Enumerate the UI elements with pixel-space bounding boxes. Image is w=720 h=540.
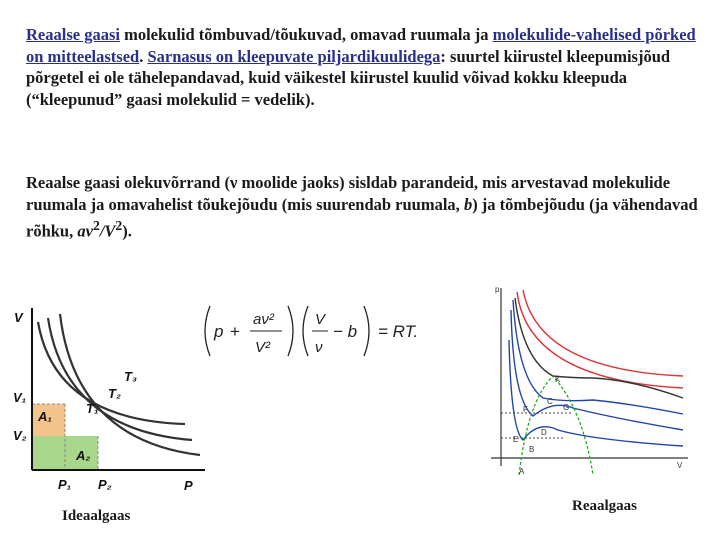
label-v1: V₁ — [13, 390, 27, 405]
label-k: K — [555, 375, 561, 384]
label-b: B — [529, 445, 535, 454]
ideal-gas-diagram — [10, 300, 210, 500]
label-p2: P₂ — [98, 477, 112, 492]
binodal-curve — [519, 376, 593, 475]
caption-ideal-gas: Ideaalgaas — [62, 508, 131, 524]
label-v2: V₂ — [13, 428, 27, 443]
b-term: b — [463, 194, 473, 214]
eq-p: p — [214, 322, 224, 341]
van-der-waals-equation — [200, 300, 450, 362]
eq-v: V — [315, 311, 326, 328]
eq-plus: + — [230, 322, 240, 341]
label-f: F — [523, 405, 528, 414]
eq-a-nu2: aν² — [253, 311, 274, 328]
equation-paragraph — [26, 172, 711, 242]
label-a2: A₂ — [76, 448, 91, 463]
v-term: /V — [99, 221, 116, 241]
intro-text-1: molekulid tõmbuvad/tõukuvad, omavad ruumala ja — [119, 25, 493, 44]
label-e: E — [513, 435, 519, 444]
link-real-gas[interactable]: Reaalse gaasi — [26, 25, 120, 44]
eq-text-1: Reaalse gaasi olekuvõrrand (ν moolide jaoks) sisldab parandeid, mis arvestavad molekulide ruumala ja omavahelist tõukejõudu (mis suurendab ruumala, — [26, 173, 671, 214]
eq-text-3: ). — [122, 221, 132, 241]
label-v: V — [14, 310, 23, 325]
label-v: V — [677, 461, 683, 470]
link-billiard-balls[interactable]: Sarnasus on kleepuvate piljardikuulidega — [147, 46, 441, 66]
label-g: G — [563, 403, 570, 412]
link-inelastic-collisions[interactable]: molekulide-vahelised põrked on mitteelastsed — [26, 25, 696, 66]
label-t3: T₃ — [124, 369, 137, 384]
label-a1: A₁ — [38, 409, 52, 424]
isotherm-t3 — [60, 314, 200, 455]
label-p: p — [495, 285, 500, 294]
eq-v2: V² — [255, 339, 270, 356]
label-t2: T₂ — [108, 386, 121, 401]
caption-real-gas: Reaalgaas — [572, 498, 637, 514]
label-d: D — [541, 428, 547, 437]
isotherm-2 — [517, 292, 683, 388]
eq-equals-rt: = RT. — [378, 322, 419, 341]
sq-1: 2 — [92, 218, 100, 233]
isotherm-1 — [523, 290, 683, 376]
isotherm-t2 — [48, 318, 192, 440]
intro-text-3: : suurtel kiirustel kleepumisjõud põrgetel ei ole tähelepandavad, kuid väikestel kiirustel kuulid võivad kokku kleepuda (“kleepunud” gaasi molekulid = vedelik). — [26, 46, 671, 109]
label-t1: T₁ — [86, 401, 99, 416]
label-c: C — [547, 397, 553, 406]
real-gas-diagram — [483, 280, 693, 480]
sq-2: 2 — [115, 218, 123, 233]
eq-minus-b: − b — [333, 322, 358, 341]
intro-text-2: . — [139, 46, 148, 66]
label-p1: P₁ — [58, 477, 72, 492]
intro-paragraph — [26, 24, 711, 110]
label-a: A — [519, 467, 525, 476]
critical-isotherm — [515, 298, 683, 398]
isotherm-5 — [509, 340, 683, 446]
label-p: P — [184, 478, 193, 493]
eq-nu: ν — [315, 339, 323, 356]
eq-text-2: ) ja tõmbejõudu (ja vähendavad rõhku, — [26, 194, 698, 241]
a-term: aν — [77, 221, 93, 241]
isotherm-4 — [511, 310, 683, 430]
